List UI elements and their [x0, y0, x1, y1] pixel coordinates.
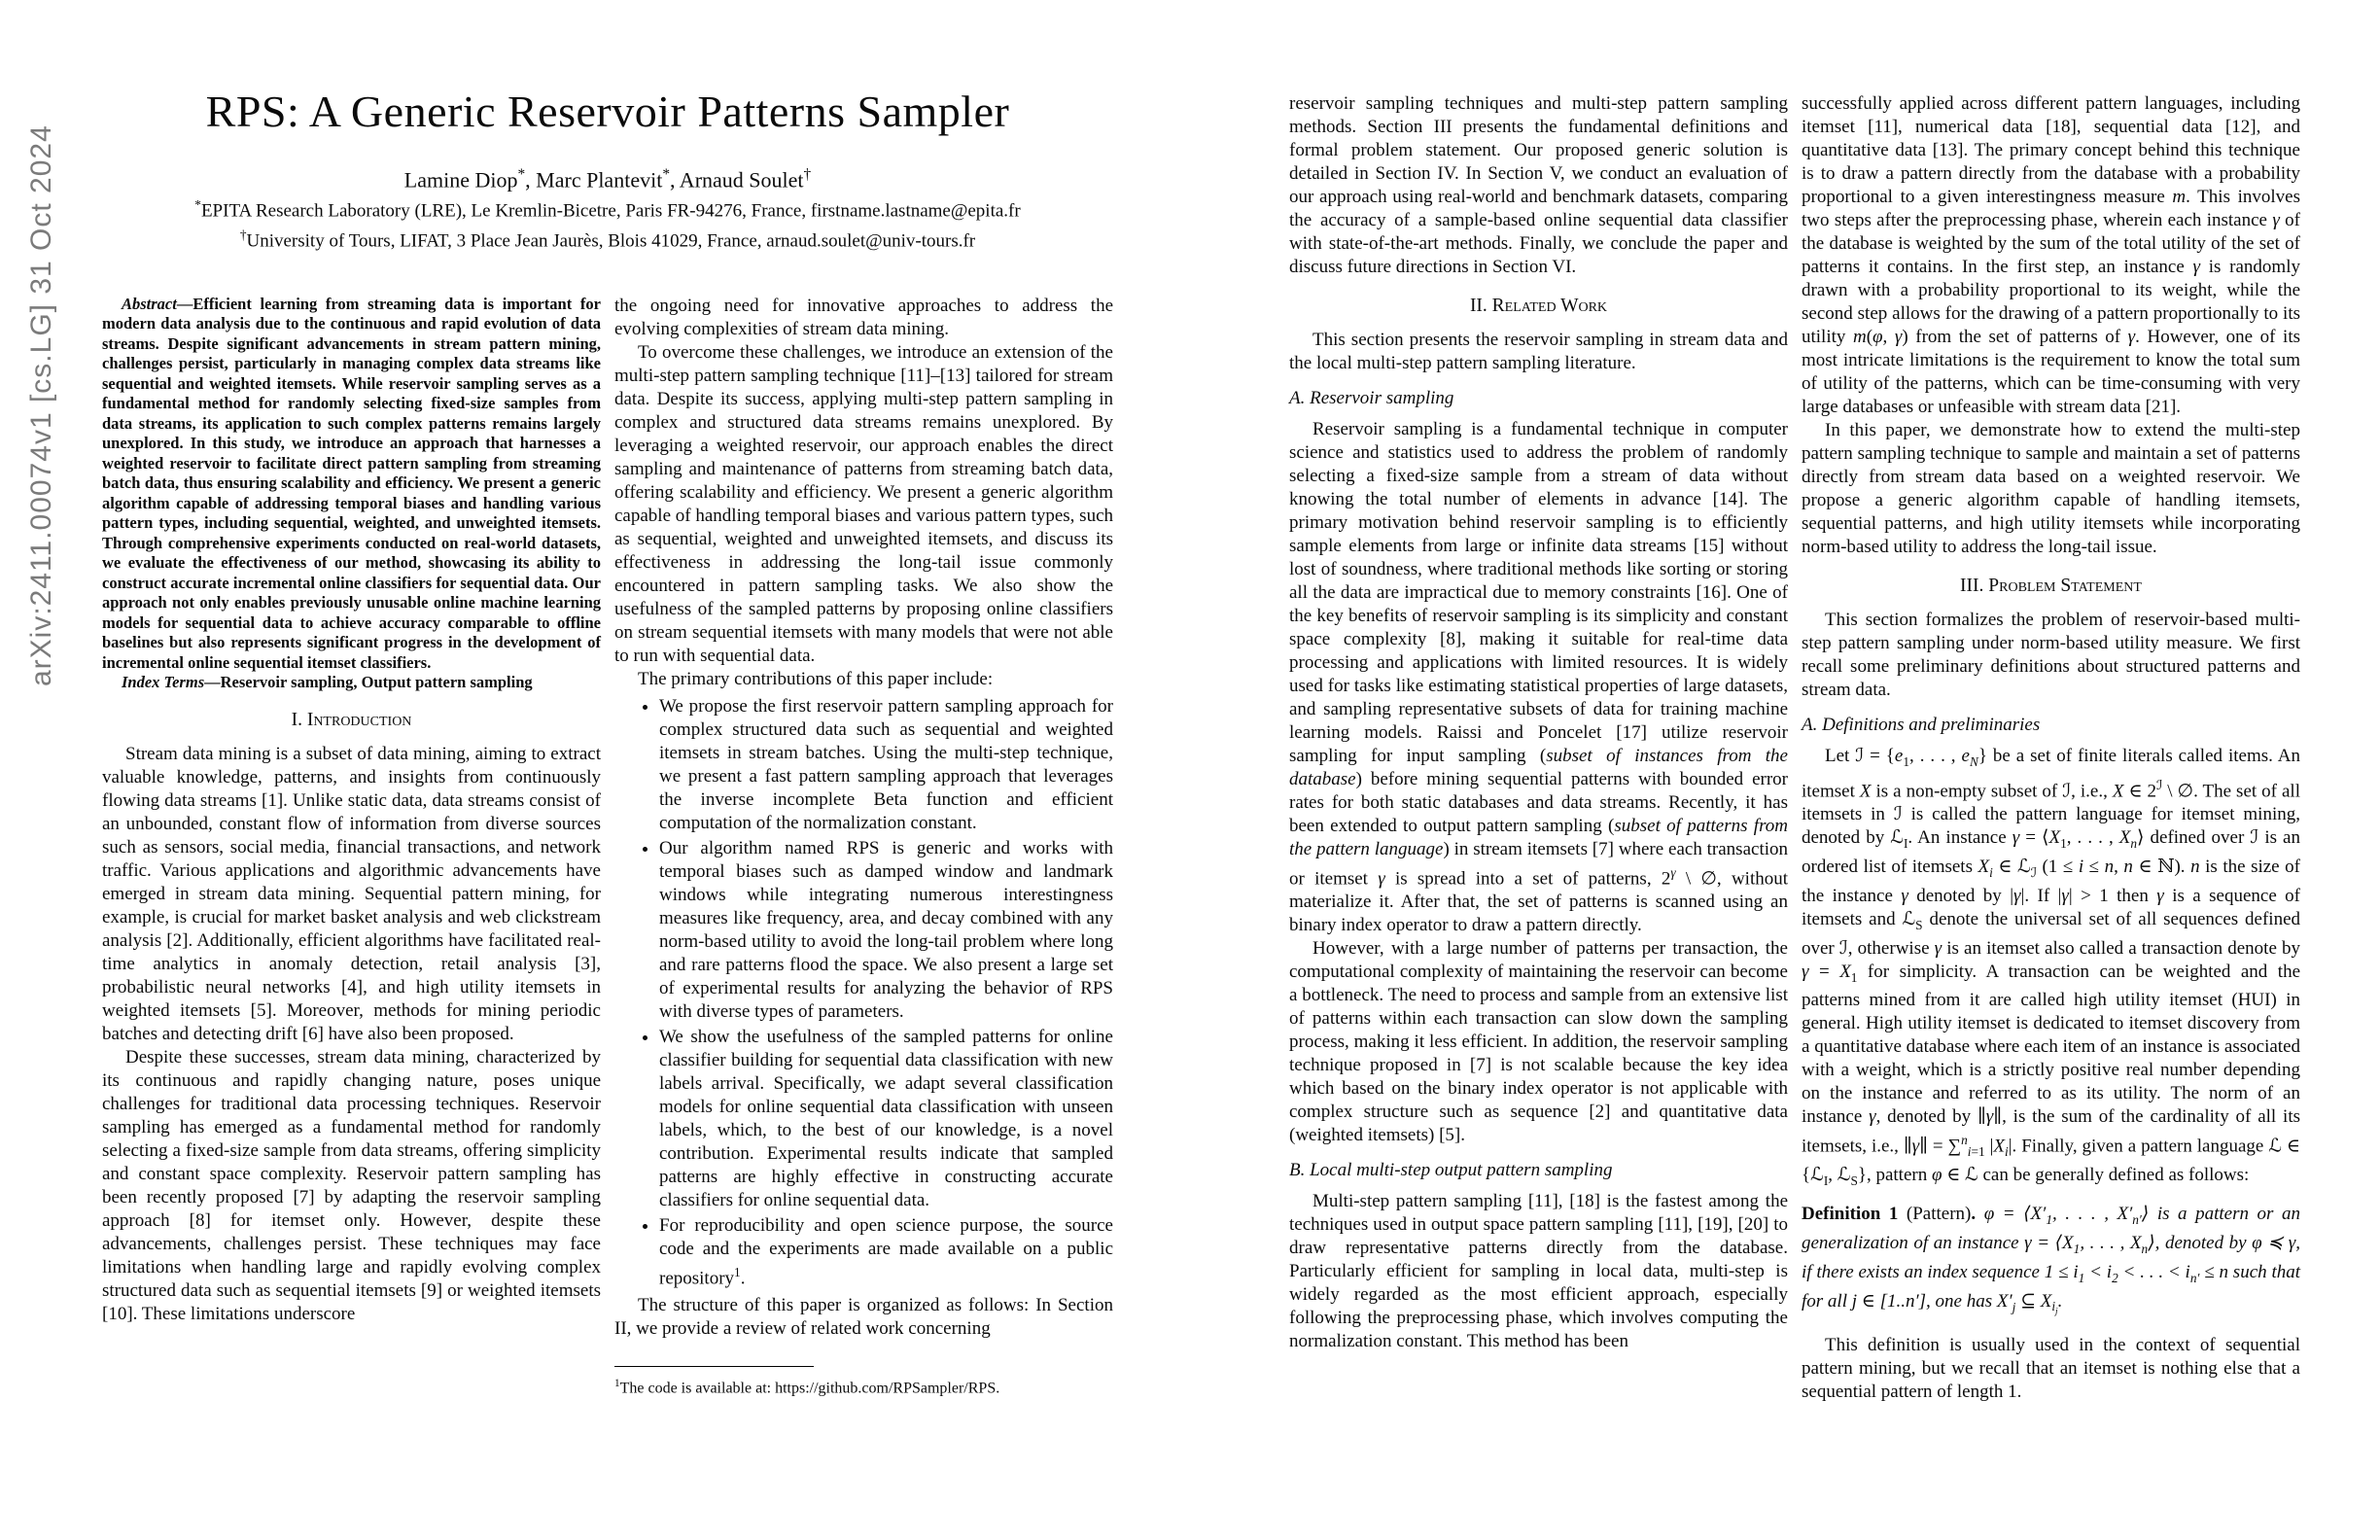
- arxiv-watermark: arXiv:2411.00074v1 [cs.LG] 31 Oct 2024: [25, 124, 57, 686]
- paper-page-1: [102, 58, 1113, 1399]
- reservoir-sampling-paragraph-1: Reservoir sampling is a fundamental technique in computer science and statistics used to address the problem of randomly selecting a fixed-size sample from a stream of data without knowing the total number of elements in advance [14]. The primary motivation behind reservoir sampling is to efficiently sample elements from large or infinite data streams [15] without lost of soundness, where traditional methods like sorting or storing all the data are impractical due to memory constraints [16]. One of the key benefits of reservoir sampling is its simplicity and constant space complexity [8], making it suitable for real-time data processing and applications with limited resources. It is widely used for tasks like estimating statistical properties of large datasets, and sampling representative subsets of data for training machine learning models. Raissi and Poncelet [17] utilize reservoir sampling for input sampling (subset of instances from the database) before mining sequential patterns with bounded error rates for both static databases and data streams. Recently, it has been extended to output pattern sampling (subset of patterns from the pattern language) in stream itemsets [7] where each transaction or itemset γ is spread into a set of patterns, $2^\gamma$ \ ∅, without materialize it. After that, the set of patterns is scanned using an binary index operator to draw a pattern directly.: [1289, 419, 1788, 936]
- reservoir-sampling-paragraph-2: However, with a large number of patterns per transaction, the computational complexity of maintaining the reservoir can become a bottleneck. The need to process and sample from an extensive list of patterns within each transaction can slow down the sampling process, making it less efficient. In addition, the reservoir sampling technique proposed in [7] is not scalable because the key idea which based on the binary index operator is not applicable with complex structure such as sequence [2] and quantitative data (weighted itemsets) [5].: [1289, 938, 1788, 1146]
- extension-summary-paragraph: In this paper, we demonstrate how to extend the multi-step pattern sampling technique to sample and maintain a set of patterns directly from stream data based on a weighted reservoir. We propose a generic algorithm capable of handling itemsets, sequential patterns, and high utility itemsets while incorporating norm-based utility to address the long-tail issue.: [1802, 420, 2300, 557]
- paper-title: RPS: A Generic Reservoir Patterns Sampler: [205, 87, 1010, 136]
- abstract-text: —Efficient learning from streaming data is important for modern data analysis due to the continuous and rapid evolution of data streams. Despite significant advancements in stream pattern mining, challenges persist, particularly in managing complex data streams like sequential and weighted itemsets. While reservoir sampling serves as a fundamental method for randomly selecting fixed-size samples from data streams, its application to such complex patterns remains largely unexplored. In this study, we introduce an approach that harnesses a weighted reservoir to facilitate direct pattern sampling from streaming batch data, thus ensuring scalability and efficiency. We present a generic algorithm capable of addressing temporal biases and handling various pattern types, including sequential, weighted, and unweighted itemsets. Through comprehensive experiments conducted on real-world datasets, we evaluate the effectiveness of our method, showcasing its ability to construct accurate incremental online classifiers for sequential data. Our approach not only enables previously unusable online machine learning models for sequential data to achieve accuracy comparable to offline baselines but also represents significant progress in the development of incremental online sequential itemset classifiers.: [102, 294, 601, 672]
- definitions-paragraph: Let ℐ = {$e_1$, . . . , $e_N$} be a set of finite literals called items. An itemset X is a non-empty subset of ℐ, i.e., X ∈ $2^ℐ$ \ ∅. The set of all itemsets in ℐ is called the pattern language for itemset mining, denoted by ℒ$_I$. An instance $\gamma = ⟨X_1$, . . . , $X_n⟩$ defined over ℐ is an ordered list of itemsets $X_i$ ∈ ℒ$_ℐ$ (1 ≤ i ≤ n, n ∈ ℕ). n is the size of the instance γ denoted by |γ|. If |γ| > 1 then γ is a sequence of itemsets and ℒ$_S$ denote the universal set of all sequences defined over ℐ, otherwise γ is an itemset also called a transaction denote by $\gamma = X_1$ for simplicity. A transaction can be weighted and the patterns mined from it are called high utility itemset (HUI) in general. High utility itemset is dedicated to itemset discovery from a quantitative database where each item of an instance is associated with a weight, which is a strictly positive real number depending on the instance and referred to as its utility. The norm of an instance γ, denoted by ∥γ∥, is the sum of the cardinality of all its itemsets, i.e., ∥γ∥ = ∑$^n_{i=1}$ $|X_i|$. Finally, given a pattern language ℒ ∈ {ℒ$_I$, ℒ$_S$}, pattern φ ∈ ℒ can be generally defined as follows:: [1802, 746, 2301, 1189]
- footnote-code-link[interactable]: $^1$The code is available at: https://github.com/RPSampler/RPS.: [614, 1378, 1000, 1397]
- intro-paragraph-1: Stream data mining is a subset of data mining, aiming to extract valuable knowledge, patterns, and insights from continuously flowing data streams [1]. Unlike static data, data streams consist of an unbounded, constant flow of information from diverse sources such as sensors, social media, financial transactions, and network traffic. Various applications and algorithmic advancements have emerged in stream data mining. Sequential pattern mining, for example, is crucial for market basket analysis and web clickstream analysis [2]. Additionally, efficient algorithms have facilitated real-time analytics in anomaly detection, retail analysis [3], probabilistic neural networks [4], and high utility itemsets in weighted itemsets [5]. Moreover, methods for mining periodic batches and detecting drift [6] have also been proposed.: [102, 743, 601, 1044]
- contribution-item-1: • We propose the first reservoir pattern sampling approach for complex structured data such as sequential and weighted itemsets in stream batches. Using the multi-step technique, we present a fast pattern sampling approach that leverages the inverse incomplete Beta function and efficient computation of the normalization constant.: [659, 695, 1113, 835]
- definition-remark-paragraph: This definition is usually used in the context of sequential pattern mining, but we recall that an itemset is nothing else that a sequential pattern of length 1.: [1802, 1335, 2300, 1403]
- contribution-item-4: • For reproducibility and open science purpose, the source code and the experiments are made available on a public repository$^1$.: [659, 1214, 1113, 1290]
- contributions-list: [614, 695, 1113, 1290]
- page1-columns: [102, 295, 1113, 1399]
- page2-column-1: [1289, 92, 1788, 1404]
- subsection-heading-multistep-sampling: B. Local multi-step output pattern sampling: [1289, 1160, 1613, 1181]
- contribution-item-3: • We show the usefulness of the sampled patterns for online classifier building for sequential data classification with new labels arrival. Specifically, we adapt several classification models for online sequential data classification with unseen labels, which, to the best of our knowledge, is a novel contribution. Experimental results indicate that sampled patterns are highly effective in constructing accurate classifiers for online sequential data.: [659, 1026, 1113, 1212]
- index-terms-text: —Reservoir sampling, Output pattern sampling: [204, 673, 533, 692]
- problem-statement-intro-paragraph: This section formalizes the problem of reservoir-based multi-step pattern sampling under norm-based utility measure. We first recall some preliminary definitions about structured patterns and stream data.: [1802, 610, 2300, 700]
- structure-continuation-paragraph: reservoir sampling techniques and multi-step pattern sampling methods. Section III presents the fundamental definitions and formal problem statement. Our proposed generic solution is detailed in Section IV. In Section V, we conduct an evaluation of our approach using real-world and benchmark datasets, comparing the accuracy of a sample-based online sequential data classifier with state-of-the-art methods. Finally, we conclude the paper and discuss future directions in Section VI.: [1289, 93, 1788, 277]
- paper-page-2: [1289, 92, 2300, 1404]
- definition-1-pattern: Definition 1 (Pattern). $\varphi = ⟨X'_1$, . . . , $X'_{n'}⟩$ is a pattern or an generalization of an instance $\gamma = ⟨X_1$, . . . , $X_n⟩$, denoted by φ ≼ γ, if there exists an index sequence $1 \le i_1 < i_2$ < . . . < $i_{n'} \le n$ such that for all j ∈ [1..n′], one has $X'_j$ ⊆ $X_{i_j}$.: [1802, 1204, 2301, 1318]
- author-line: Lamine Diop*, Marc Plantevit*, Arnaud Soulet†: [403, 166, 812, 192]
- subsection-heading-reservoir-sampling: A. Reservoir sampling: [1289, 388, 1454, 408]
- subsection-heading-definitions: A. Definitions and preliminaries: [1802, 715, 2041, 735]
- affiliation-2: †University of Tours, LIFAT, 3 Place Jean Jaurès, Blois 41029, France, arnaud.soulet@univ-tours.fr: [239, 227, 976, 251]
- contributions-lead-paragraph: The primary contributions of this paper include:: [638, 668, 994, 689]
- contribution-intro-paragraph: To overcome these challenges, we introduce an extension of the multi-step pattern sampling technique [11]–[13] tailored for stream data. Despite its success, applying multi-step pattern sampling in complex and structured data streams remains unexplored. By leveraging a weighted reservoir, our approach enables the direct sampling and maintenance of patterns from streaming batch data, offering scalability and efficiency. We present a generic algorithm capable of handling temporal biases and various pattern types, such as sequential, weighted and unweighted itemsets, and discuss its effectiveness in addressing the long-tail issue commonly encountered in pattern sampling tasks. We also show the usefulness of the sampled patterns by proposing online classifiers on stream sequential itemsets with many models that were not able to run with sequential data.: [614, 341, 1113, 666]
- page2-columns: [1289, 92, 2300, 1404]
- section-heading-problem-statement: III. Problem Statement: [1960, 576, 2142, 596]
- index-terms-label: Index Terms: [122, 673, 205, 692]
- section-heading-related-work: II. Related Work: [1469, 296, 1608, 316]
- multistep-continuation-paragraph: successfully applied across different pattern languages, including itemset [11], numerical data [18], sequential data [12], and quantitative data [13]. The primary concept behind this technique is to draw a pattern directly from the database with a probability proportional to a given interestingness measure m. This involves two steps after the preprocessing phase, wherein each instance γ of the database is weighted by the sum of the total utility of the set of patterns it contains. In the first step, an instance γ is randomly drawn with a probability proportional to its weight, while the second step allows for the drawing of a pattern proportionally to its utility m(φ, γ) from the set of patterns of γ. However, one of its most intricate limitations is the requirement to know the total sum of utility of the patterns, which can be time-consuming with very large databases or unfeasible with stream data [21].: [1802, 93, 2300, 417]
- abstract-label: Abstract: [122, 294, 177, 313]
- contribution-item-2: • Our algorithm named RPS is generic and works with temporal biases such as damped window and landmark windows while integrating numerous interestingness measures like frequency, area, and decay combined with any norm-based utility to avoid the long-tail problem where long and rare patterns flood the space. We also present a large set of experimental results for analyzing the behavior of RPS with diverse types of parameters.: [659, 837, 1113, 1024]
- footnote-rule: [614, 1366, 814, 1367]
- multistep-sampling-paragraph-1: Multi-step pattern sampling [11], [18] is the fastest among the techniques used in output space pattern sampling [11], [19], [20] to draw representative patterns directly from the database. Particularly efficient for sampling in local data, multi-step is widely regarded as the most efficient approach, especially following the preprocessing phase, which involves computing the normalization constant. This method has been: [1289, 1191, 1788, 1352]
- index-terms-paragraph: [102, 673, 601, 693]
- column2-continuation-paragraph: the ongoing need for innovative approaches to address the evolving complexities of stream data mining.: [614, 295, 1113, 339]
- abstract-paragraph: [102, 295, 601, 674]
- related-work-intro-paragraph: This section presents the reservoir sampling in stream data and the local multi-step pattern sampling literature.: [1289, 330, 1788, 373]
- paper-structure-paragraph: The structure of this paper is organized as follows: In Section II, we provide a review of related work concerning: [614, 1295, 1113, 1340]
- intro-paragraph-2: Despite these successes, stream data mining, characterized by its continuous and rapidly changing nature, poses unique challenges for traditional data processing techniques. Reservoir sampling has emerged as a fundamental method for randomly selecting a fixed-size sample from data streams, offering simplicity and constant space complexity. Reservoir pattern sampling has been recently proposed [7] by adapting the reservoir sampling approach [8] for itemset only. However, despite these advancements, challenges persist. These techniques may face limitations when handling large and rapidly evolving complex structured data such as sequential itemsets [9] or weighted itemsets [10]. These limitations underscore: [102, 1046, 601, 1324]
- page1-column-1: [102, 295, 601, 1399]
- page1-column-2: [614, 295, 1113, 1399]
- page2-column-2: [1802, 92, 2300, 1404]
- footnote-block: [614, 1366, 1113, 1398]
- section-heading-introduction: I. Introduction: [291, 709, 412, 730]
- affiliation-1: *EPITA Research Laboratory (LRE), Le Kremlin-Bicetre, Paris FR-94276, France, firstname.lastname@epita.fr: [194, 197, 1021, 222]
